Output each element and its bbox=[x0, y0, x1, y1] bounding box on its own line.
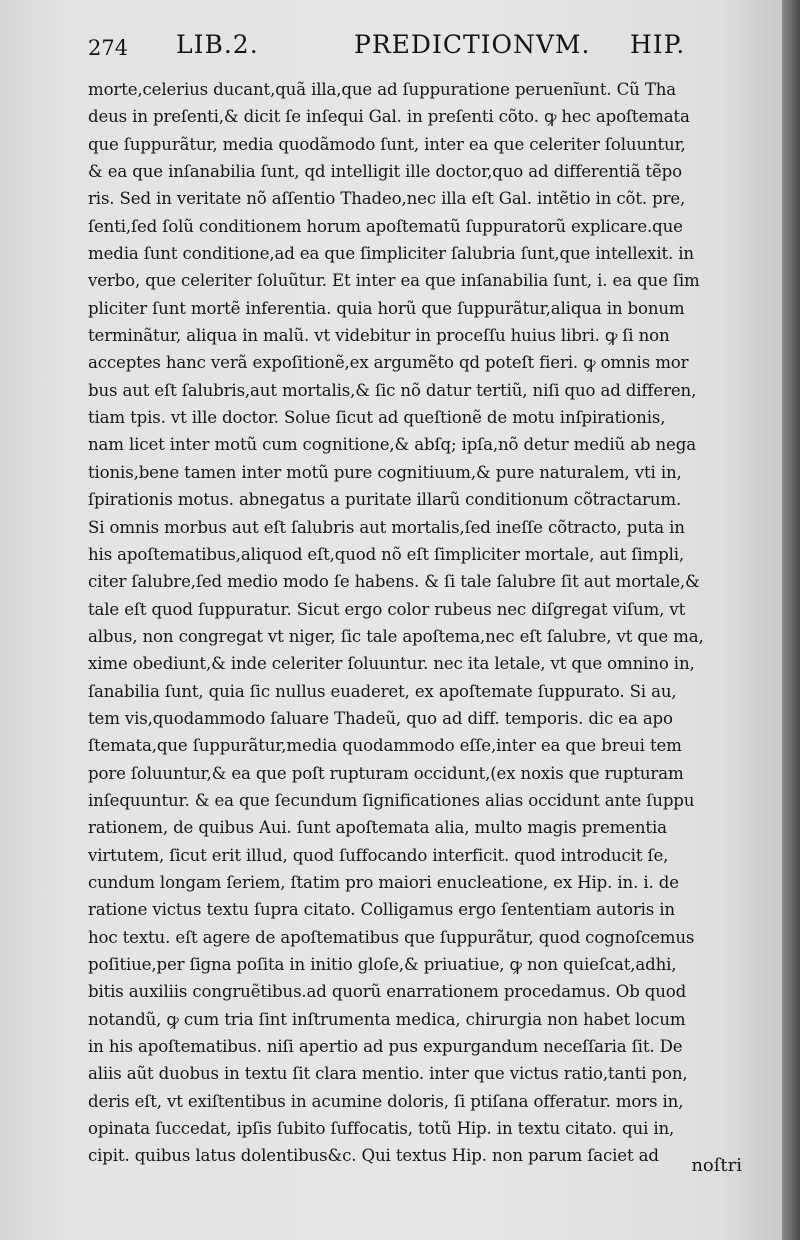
text-line: verbo, que celeriter ſoluũtur. Et inter ea que inſanabilia ſunt, i. ea que ſim bbox=[88, 271, 700, 291]
text-line: morte,celerius ducant,quã illa,que ad ſuppuratione peruenĩunt. Cũ Tha bbox=[88, 80, 677, 99]
text-line: notandũ, ꝙ cum tria ſint inſtrumenta medica, chirurgia non habet locum bbox=[88, 1009, 686, 1029]
body-text bbox=[88, 76, 764, 1170]
running-title: PREDICTIONVM. bbox=[354, 30, 591, 59]
text-line: ſenti,ſed ſolũ conditionem horum apoſtematũ ſuppuratorũ explicare.que bbox=[88, 216, 683, 236]
text-line: tiam tpis. vt ille doctor. Solue ſicut ad queſtionẽ de motu inſpirationis, bbox=[88, 408, 666, 428]
text-line: ſpirationis motus. abnegatus a puritate illarũ conditionum cõtractarum. bbox=[88, 490, 682, 510]
text-line: inſequuntur. & ea que ſecundum ſignificationes alias occidunt ante ſuppu bbox=[88, 790, 695, 810]
text-line: bus aut eſt ſalubris,aut mortalis,& ſic nõ datur tertiũ, niſi quo ad differen, bbox=[88, 380, 697, 400]
text-line: terminãtur, aliqua in malũ. vt videbitur in proceſſu huius libri. ꝙ ſi non bbox=[88, 326, 670, 346]
text-line: acceptes hanc verã expoſitionẽ,ex argumẽto qd poteſt fieri. ꝙ omnis mor bbox=[88, 353, 689, 373]
text-line: pliciter ſunt mortẽ inferentia. quia horũ que ſuppurãtur,aliqua in bonum bbox=[88, 298, 685, 318]
text-line: nam licet inter motũ cum cognitione,& abſq; ipſa,nõ detur mediũ ab nega bbox=[88, 435, 696, 455]
text-line: cundum longam ſeriem, ſtatim pro maiori enucleatione, ex Hip. in. i. de bbox=[88, 872, 679, 892]
catchword: noſtri bbox=[691, 1155, 742, 1176]
text-line: media ſunt conditione,ad ea que ſimpliciter ſalubria ſunt,que intellexit. in bbox=[88, 244, 694, 264]
text-line: his apoſtematibus,aliquod eſt,quod nõ eſt ſimpliciter mortale, aut ſimpli, bbox=[88, 544, 685, 564]
text-line: xime obediunt,& inde celeriter ſoluuntur. nec ita letale, vt que omnino in, bbox=[88, 654, 695, 674]
text-line: opinata ſuccedat, ipſis ſubito ſuffocatis, totũ Hip. in textu citato. qui in, bbox=[88, 1119, 675, 1139]
text-line: hoc textu. eſt agere de apoſtematibus que ſuppurãtur, quod cognoſcemus bbox=[88, 927, 695, 947]
text-line: ſtemata,que ſuppurãtur,media quodammodo eſſe,inter ea que breui tem bbox=[88, 736, 682, 756]
text-line: virtutem, ſicut erit illud, quod ſuffocando interficit. quod introducit ſe, bbox=[88, 845, 669, 865]
text-line: in his apoſtematibus. niſi apertio ad pus expurgandum neceſſaria ſit. De bbox=[88, 1037, 683, 1057]
text-line: deris eſt, vt exiſtentibus in acumine doloris, ſi ptiſana offeratur. mors in, bbox=[88, 1091, 684, 1111]
text-line: poſitiue,per ſigna poſita in initio gloſe,& priuatiue, ꝙ non quieſcat,adhi, bbox=[88, 955, 677, 974]
text-line: que ſuppurãtur, media quodãmodo ſunt, inter ea que celeriter ſoluuntur, bbox=[88, 134, 686, 154]
page-edge-shadow bbox=[782, 0, 800, 1240]
text-line: tale eſt quod ſuppuratur. Sicut ergo color rubeus nec diſgregat viſum, vt bbox=[88, 599, 686, 619]
running-head-author: HIP. bbox=[630, 30, 686, 59]
text-line: & ea que inſanabilia ſunt, qd intelligit ille doctor,quo ad differentiã tẽpo bbox=[88, 162, 682, 182]
text-line: albus, non congregat vt niger, ſic tale apoſtema,nec eſt ſalubre, vt que ma, bbox=[88, 626, 704, 646]
text-line: aliis aũt duobus in textu ſit clara mentio. inter que victus ratio,tanti pon, bbox=[88, 1064, 688, 1084]
text-line: ris. Sed in veritate nõ aſſentio Thadeo,nec illa eſt Gal. intẽtio in cõt. pre, bbox=[88, 189, 686, 209]
text-line: Si omnis morbus aut eſt ſalubris aut mortalis,ſed ineſſe cõtracto, puta in bbox=[88, 517, 685, 537]
text-line: ratione victus textu ſupra citato. Colligamus ergo ſententiam autoris in bbox=[88, 900, 675, 920]
text-line: cipit. quibus latus dolentibus&c. Qui textus Hip. non parum ſaciet ad bbox=[88, 1146, 659, 1166]
text-line: deus in preſenti,& dicit ſe inſequi Gal. in preſenti cõto. ꝙ hec apoſtemata bbox=[88, 107, 690, 127]
text-line: citer ſalubre,ſed medio modo ſe habens. & ſi tale ſalubre ſit aut mortale,& bbox=[88, 572, 700, 592]
text-line: bitis auxiliis congruẽtibus.ad quorũ enarrationem procedamus. Ob quod bbox=[88, 982, 687, 1002]
text-line: ſanabilia ſunt, quia ſic nullus euaderet, ex apoſtemate ſuppurato. Si au, bbox=[88, 681, 677, 701]
text-line: rationem, de quibus Aui. ſunt apoſtemata alia, multo magis prementia bbox=[88, 818, 667, 838]
running-header bbox=[88, 30, 768, 64]
page-number: 274 bbox=[88, 36, 129, 60]
text-line: tionis,bene tamen inter motũ pure cognitiuum,& pure naturalem, vti in, bbox=[88, 462, 682, 482]
text-line: pore ſoluuntur,& ea que poſt rupturam occidunt,(ex noxis que rupturam bbox=[88, 763, 684, 783]
book-number: LIB.2. bbox=[176, 30, 259, 59]
text-line: tem vis,quodammodo ſaluare Thadeũ, quo ad diff. temporis. dic ea apo bbox=[88, 708, 673, 728]
